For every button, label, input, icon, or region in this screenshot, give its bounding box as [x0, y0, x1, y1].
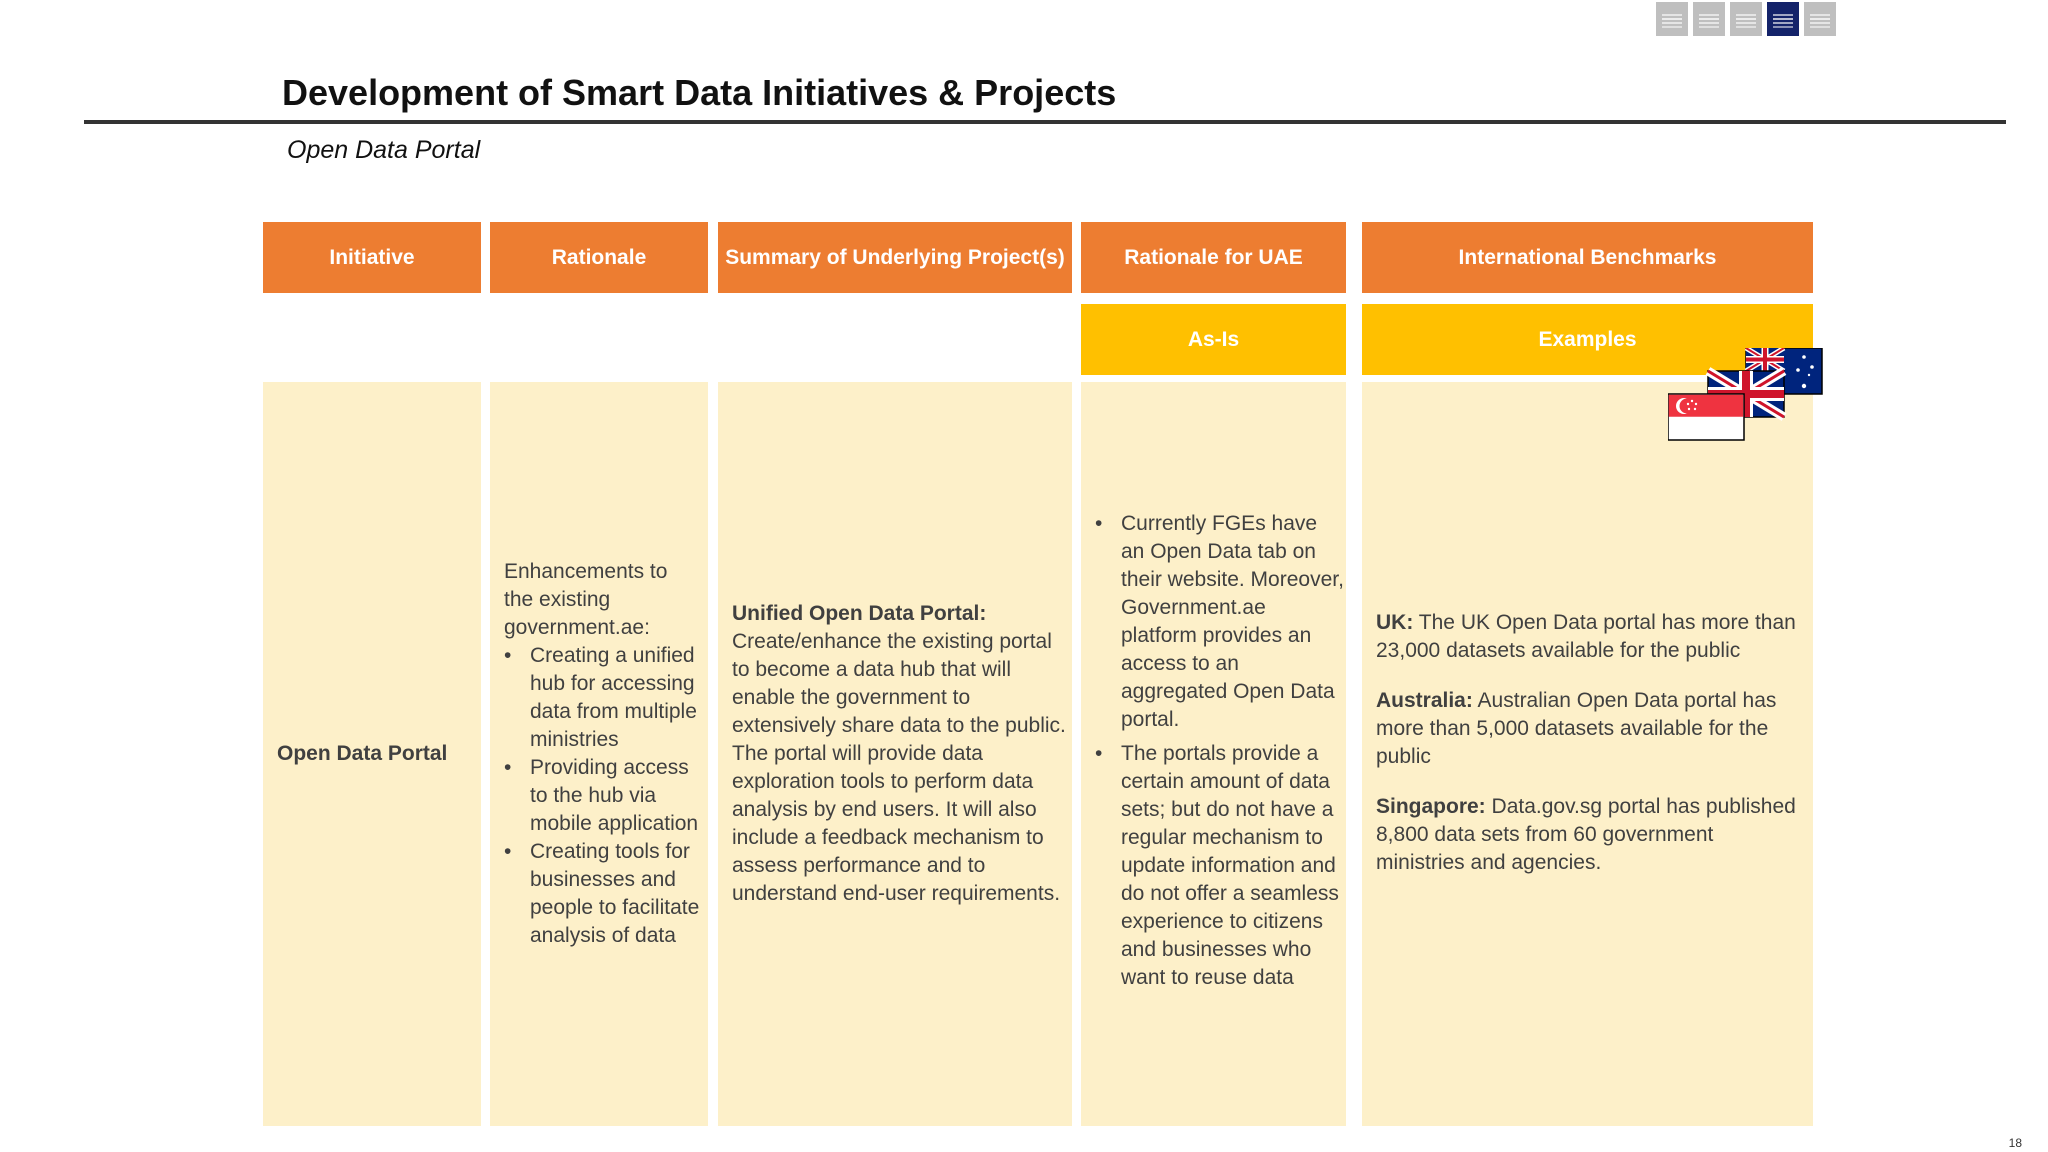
nav-thumbnail[interactable]	[1693, 2, 1725, 36]
benchmark-text: Data.gov.sg portal has published 8,800 data sets from 60 government ministries and agencies.	[1376, 795, 1796, 874]
header-international-benchmarks: International Benchmarks	[1362, 222, 1813, 293]
header-initiative: Initiative	[263, 222, 481, 293]
as-is-list	[1095, 510, 1344, 998]
list-item: • Providing access to the hub via mobile application	[504, 754, 700, 838]
list-item: • Creating tools for businesses and people to facilitate analysis of data	[504, 838, 700, 950]
header-summary: Summary of Underlying Project(s)	[718, 222, 1072, 293]
benchmark-country: Australia:	[1376, 689, 1473, 712]
subheader-examples: Examples	[1362, 304, 1813, 375]
page-subtitle: Open Data Portal	[287, 136, 481, 164]
section-navigation	[1656, 2, 1836, 36]
cell-initiative	[263, 382, 481, 1126]
country-flags	[1668, 348, 1828, 444]
cell-benchmarks	[1362, 382, 1813, 1126]
cell-uae-as-is	[1081, 382, 1346, 1126]
initiative-name: Open Data Portal	[277, 742, 448, 765]
nav-thumbnail[interactable]	[1804, 2, 1836, 36]
list-item: • Currently FGEs have an Open Data tab on their website. Moreover, Government.ae platform provides an access to an aggregated Open Data portal.	[1095, 510, 1344, 734]
header-rationale: Rationale	[490, 222, 708, 293]
header-rationale-uae: Rationale for UAE	[1081, 222, 1346, 293]
nav-thumbnail[interactable]	[1656, 2, 1688, 36]
summary-heading: Unified Open Data Portal:	[732, 602, 987, 625]
summary-text: Create/enhance the existing portal to become a data hub that will enable the government to extensively share data to the public. The portal will provide data exploration tools to perform data analysis by end users. It will also include a feedback mechanism to assess performance and to understand end-user requirements.	[732, 630, 1066, 905]
benchmark-australia	[1376, 687, 1801, 771]
benchmark-country: UK:	[1376, 611, 1414, 634]
nav-thumbnail[interactable]	[1730, 2, 1762, 36]
subheader-as-is: As-Is	[1081, 304, 1346, 375]
title-divider	[84, 120, 2006, 124]
benchmark-country: Singapore:	[1376, 795, 1486, 818]
nav-thumbnail-active[interactable]	[1767, 2, 1799, 36]
page-title: Development of Smart Data Initiatives & Projects	[282, 72, 1117, 113]
rationale-intro: Enhancements to the existing government.ae:	[504, 560, 668, 639]
benchmark-text: The UK Open Data portal has more than 23,000 datasets available for the public	[1376, 611, 1796, 662]
benchmark-text: Australian Open Data portal has more than 5,000 datasets available for the public	[1376, 689, 1777, 768]
singapore-flag-icon	[1668, 394, 1744, 440]
cell-summary	[718, 382, 1072, 1126]
page-number: 18	[2008, 1136, 2022, 1150]
rationale-list	[504, 642, 700, 950]
benchmark-singapore	[1376, 793, 1801, 877]
list-item: • Creating a unified hub for accessing data from multiple ministries	[504, 642, 700, 754]
benchmark-uk	[1376, 609, 1801, 665]
cell-rationale	[490, 382, 708, 1126]
list-item: • The portals provide a certain amount of data sets; but do not have a regular mechanism to update information and do not offer a seamless experience to citizens and businesses who want to reuse data	[1095, 740, 1344, 992]
